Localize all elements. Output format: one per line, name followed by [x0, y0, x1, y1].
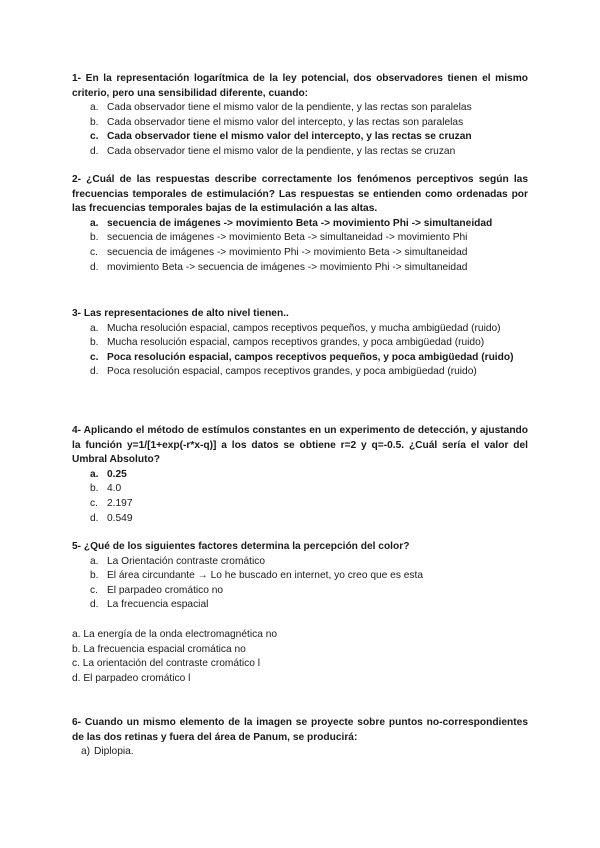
option-b: b. secuencia de imágenes -> movimiento Beta -> simultaneidad -> movimiento Phi	[90, 232, 468, 244]
alt-option-a: a. La energía de la onda electromagnética no	[72, 629, 278, 640]
question-1-stem: 1- En la representación logarítmica de la ley potencial, dos observadores tienen el mismo criterio, pero una sensibilidad diferente, cuando:	[72, 73, 528, 99]
option-b: b. 4.0	[90, 483, 122, 495]
option-a-selected: a. secuencia de imágenes -> movimiento Beta -> movimiento Phi -> simultaneidad	[90, 217, 493, 229]
question-5	[72, 540, 528, 613]
option-a-selected: a. 0.25	[90, 468, 127, 480]
question-6-options	[72, 745, 528, 760]
question-4-options	[72, 468, 528, 526]
question-5-stem: 5- ¿Qué de los siguientes factores determina la percepción del color?	[72, 541, 410, 552]
option-d: d. Poca resolución espacial, campos receptivos grandes, y poca ambigüedad (ruido)	[90, 366, 477, 378]
question-6	[72, 716, 528, 760]
alt-option-d: d. El parpadeo cromático l	[72, 672, 191, 684]
option-a: a. La Orientación contraste cromático	[90, 555, 265, 567]
question-1	[72, 72, 528, 160]
question-5-alt-options	[72, 628, 528, 686]
option-c-selected: c. Cada observador tiene el mismo valor del intercepto, y las rectas se cruzan	[90, 131, 472, 143]
option-c: c. secuencia de imágenes -> movimiento Phi -> movimiento Beta -> simultaneidad	[90, 246, 468, 258]
question-3-stem: 3- Las representaciones de alto nivel tienen..	[72, 308, 289, 319]
option-a: a. Mucha resolución espacial, campos receptivos pequeños, y mucha ambigüedad (ruido)	[90, 322, 501, 334]
question-2-stem: 2- ¿Cuál de las respuestas describe correctamente los fenómenos perceptivos según las frecuencias temporales de estimulación? Las respuestas se entienden como ordenadas por las frecuencias temporales bajas de la estimulación a las altas.	[72, 174, 528, 215]
question-1-options	[72, 101, 528, 159]
option-a: a. Cada observador tiene el mismo valor de la pendiente, y las rectas son paralelas	[90, 102, 472, 114]
option-c-selected: c. Poca resolución espacial, campos receptivos pequeños, y poca ambigüedad (ruido)	[90, 351, 514, 363]
option-b: b. Cada observador tiene el mismo valor del intercepto, y las rectas son paralelas	[90, 116, 464, 128]
question-3-options	[72, 322, 528, 380]
question-5-options	[72, 555, 528, 613]
option-c: c. El parpadeo cromático no	[90, 584, 224, 596]
question-2-options	[72, 217, 528, 275]
question-2	[72, 173, 528, 275]
alt-option-c: c. La orientación del contraste cromático l	[72, 658, 260, 670]
question-3	[72, 307, 528, 380]
option-b: b. Mucha resolución espacial, campos receptivos grandes, y poca ambigüedad (ruido)	[90, 337, 485, 349]
option-b: b. El área circundante → Lo he buscado en internet, yo creo que es esta	[90, 570, 424, 582]
question-4	[72, 424, 528, 526]
alt-option-b: b. La frecuencia espacial cromática no	[72, 643, 246, 655]
option-c: c. 2.197	[90, 497, 133, 509]
question-6-stem: 6- Cuando un mismo elemento de la imagen se proyecte sobre puntos no-correspondientes de las dos retinas y fuera del área de Panum, se producirá:	[72, 717, 528, 743]
option-d: d. 0.549	[90, 512, 133, 524]
option-d: d. movimiento Beta -> secuencia de imágenes -> movimiento Phi -> simultaneidad	[90, 261, 468, 273]
option-d: d. Cada observador tiene el mismo valor de la pendiente, y las rectas se cruzan	[90, 145, 456, 157]
option-d: d. La frecuencia espacial	[90, 599, 209, 611]
question-4-stem: 4- Aplicando el método de estímulos constantes en un experimento de detección, y ajustando la función y=1/[1+exp(-r*x-q)] a los datos se obtiene r=2 y q=-0.5. ¿Cuál sería el valor del Umbral Absoluto?	[72, 425, 528, 466]
option-a: a) Diplopia.	[81, 746, 134, 758]
